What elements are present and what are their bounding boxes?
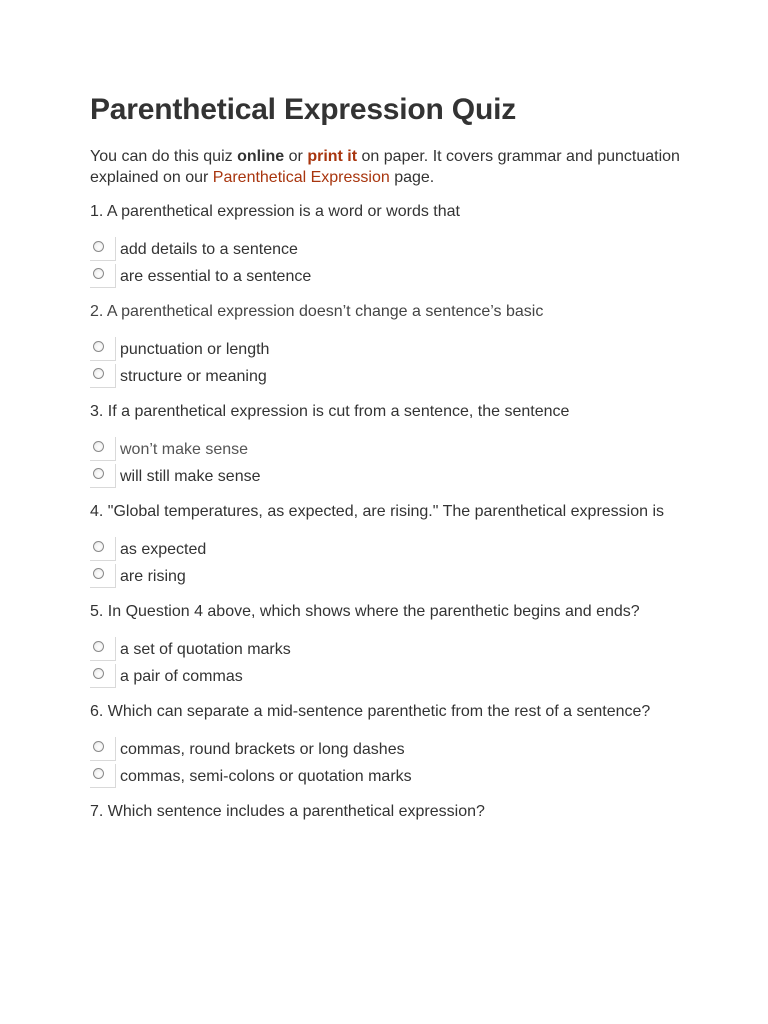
radio-button-frame	[90, 737, 116, 761]
radio-button-frame	[90, 564, 116, 588]
radio-button[interactable]	[93, 541, 104, 552]
question-3-text: 3. If a parenthetical expression is cut from a sentence, the sentence	[90, 403, 570, 420]
radio-button-frame	[90, 537, 116, 561]
radio-button[interactable]	[93, 741, 104, 752]
question-5-option-2[interactable]	[90, 661, 690, 688]
radio-button[interactable]	[93, 368, 104, 379]
radio-button-frame	[90, 637, 116, 661]
intro-text-1: You can do this quiz	[90, 148, 238, 165]
radio-button-frame	[90, 764, 116, 788]
question-1-options	[90, 234, 690, 288]
intro-text-4: page.	[389, 169, 435, 186]
radio-button[interactable]	[93, 668, 104, 679]
online-label: online	[237, 148, 285, 165]
option-label: punctuation or length	[120, 341, 270, 358]
option-label: are essential to a sentence	[120, 268, 312, 285]
question-4-options	[90, 534, 690, 588]
option-label: add details to a sentence	[120, 241, 298, 258]
question-6-options	[90, 734, 690, 788]
radio-button-frame	[90, 664, 116, 688]
radio-button[interactable]	[93, 641, 104, 652]
question-5-options	[90, 634, 690, 688]
intro-text-2: or	[284, 148, 308, 165]
question-2-text: 2. A parenthetical expression doesn’t change a sentence’s basic	[90, 303, 544, 320]
radio-button[interactable]	[93, 341, 104, 352]
question-6-option-1[interactable]	[90, 734, 690, 761]
question-6-option-2[interactable]	[90, 761, 690, 788]
option-label: won’t make sense	[120, 441, 249, 458]
question-2-option-1[interactable]	[90, 334, 690, 361]
option-label: commas, round brackets or long dashes	[120, 741, 405, 758]
question-1-option-1[interactable]	[90, 234, 690, 261]
question-7-text: 7. Which sentence includes a parenthetical expression?	[90, 803, 485, 820]
question-2-option-2[interactable]	[90, 361, 690, 388]
question-3-options	[90, 434, 690, 488]
radio-button-frame	[90, 364, 116, 388]
radio-button-frame	[90, 337, 116, 361]
intro-text-3: on paper. It covers grammar and punctuation explained on our	[90, 148, 680, 186]
radio-button-frame	[90, 237, 116, 261]
question-1-text: 1. A parenthetical expression is a word or words that	[90, 203, 460, 220]
radio-button[interactable]	[93, 241, 104, 252]
option-label: a pair of commas	[120, 668, 243, 685]
question-5-text: 5. In Question 4 above, which shows where the parenthetic begins and ends?	[90, 603, 640, 620]
option-label: a set of quotation marks	[120, 641, 291, 658]
question-4-text: 4. "Global temperatures, as expected, are rising." The parenthetical expression is	[90, 503, 665, 520]
question-6-text: 6. Which can separate a mid-sentence parenthetic from the rest of a sentence?	[90, 703, 651, 720]
option-label: structure or meaning	[120, 368, 267, 385]
radio-button-frame	[90, 464, 116, 488]
radio-button-frame	[90, 264, 116, 288]
quiz-content	[90, 88, 690, 822]
radio-button[interactable]	[93, 268, 104, 279]
radio-button[interactable]	[93, 441, 104, 452]
parenthetical-expression-link[interactable]: Parenthetical Expression	[212, 169, 390, 186]
question-4-option-2[interactable]	[90, 561, 690, 588]
radio-button-frame	[90, 437, 116, 461]
question-2-options	[90, 334, 690, 388]
question-5-option-1[interactable]	[90, 634, 690, 661]
print-it-link[interactable]: print it	[307, 148, 358, 165]
option-label: commas, semi-colons or quotation marks	[120, 768, 412, 785]
question-3-option-1[interactable]	[90, 434, 690, 461]
page-title: Parenthetical Expression Quiz	[90, 93, 517, 126]
intro-paragraph	[90, 146, 690, 188]
question-3-option-2[interactable]	[90, 461, 690, 488]
radio-button[interactable]	[93, 468, 104, 479]
question-1-option-2[interactable]	[90, 261, 690, 288]
radio-button[interactable]	[93, 568, 104, 579]
option-label: will still make sense	[120, 468, 261, 485]
option-label: as expected	[120, 541, 207, 558]
question-4-option-1[interactable]	[90, 534, 690, 561]
radio-button[interactable]	[93, 768, 104, 779]
option-label: are rising	[120, 568, 186, 585]
